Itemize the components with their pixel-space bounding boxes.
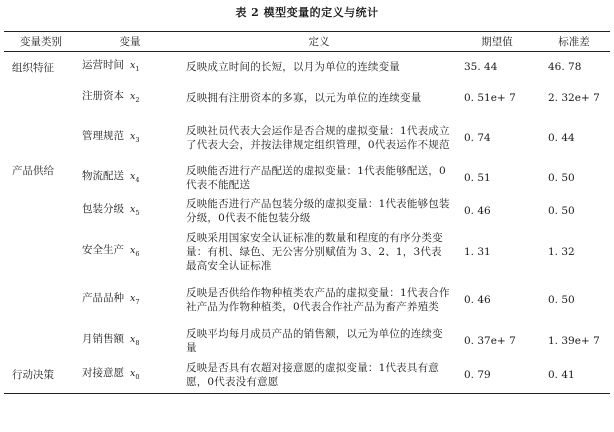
sd-cell: 1. 39e+ 7 xyxy=(548,334,600,347)
table-row xyxy=(4,324,610,358)
sd-cell: 0. 41 xyxy=(538,358,610,394)
sd-cell: 2. 32e+ 7 xyxy=(548,92,600,104)
table-caption: 表 2 模型变量的定义与统计 xyxy=(235,6,379,19)
definition-cell: 反映能否进行产品包装分级的虚拟变量：1代表能够包装分级，0代表不能包装分级 xyxy=(186,198,450,224)
table-row xyxy=(4,115,610,162)
mean-cell: 0. 79 xyxy=(456,358,538,394)
header-row xyxy=(4,32,610,52)
category-cell: 产品供给 xyxy=(12,164,54,177)
category-cell xyxy=(4,82,78,115)
table-row xyxy=(4,358,610,394)
mean-cell: 0. 51e+ 7 xyxy=(464,92,516,104)
variable-cell: 月销售额 $x_8$ xyxy=(82,332,140,347)
table-row xyxy=(4,52,610,82)
variables-table xyxy=(4,31,610,394)
table-row xyxy=(4,228,610,276)
mean-cell: 1. 31 xyxy=(464,245,491,258)
sd-cell: 1. 32 xyxy=(548,245,575,258)
sd-cell: 0. 50 xyxy=(548,293,575,306)
category-cell: 行动决策 xyxy=(4,358,78,394)
mean-cell: 0. 74 xyxy=(464,132,491,144)
definition-cell: 反映拥有注册资本的多寡，以元为单位的连续变量 xyxy=(186,92,422,104)
mean-cell: 0. 46 xyxy=(464,293,491,306)
header-category: 变量类别 xyxy=(4,32,78,52)
definition-cell: 反映是否供给作物种植类农产品的虚拟变量：1代表合作社产品为作物种植类，0代表合作社产品为畜产养殖类 xyxy=(186,286,450,313)
category-cell xyxy=(4,228,78,276)
mean-cell: 0. 46 xyxy=(464,205,491,217)
definition-cell: 反映平均每月成员产品的销售额，以元为单位的连续变量 xyxy=(186,327,443,354)
header-definition: 定义 xyxy=(182,32,456,52)
definition-cell: 反映采用国家安全认证标准的数量和程度的有序分类变量：有机、绿色、无公害分别赋值为 3、2、1，3代表最高安全认证标准 xyxy=(186,231,443,272)
variable-cell: 管理规范 $x_3$ xyxy=(82,130,140,144)
header-mean: 期望值 xyxy=(456,32,538,52)
sd-cell: 0. 44 xyxy=(548,132,575,144)
category-cell xyxy=(4,195,78,228)
variable-cell: 物流配送 $x_4$ xyxy=(82,170,140,184)
category-cell xyxy=(4,324,78,358)
variable-cell: 注册资本 $x_2$ xyxy=(82,90,140,104)
table-row xyxy=(4,195,610,228)
variable-cell: 对接意愿 $x_0$ xyxy=(78,358,182,394)
sd-cell: 46. 78 xyxy=(548,60,582,73)
category-cell xyxy=(4,115,78,162)
category-cell: 组织特征 xyxy=(12,62,54,74)
table-row xyxy=(4,162,610,195)
sd-cell: 0. 50 xyxy=(548,205,575,217)
variable-cell: 安全生产 $x_6$ xyxy=(82,243,140,258)
definition-cell: 反映社员代表大会运作是否合规的虚拟变量：1代表成立了代表大会，并按法律规定组织管理，0代表运作不规范 xyxy=(186,125,450,151)
header-sd: 标准差 xyxy=(538,32,610,52)
definition-cell: 反映成立时间的长短，以月为单位的连续变量 xyxy=(186,60,400,73)
mean-cell: 0. 37e+ 7 xyxy=(464,334,516,347)
table-row xyxy=(4,276,610,324)
variable-cell: 包装分级 $x_5$ xyxy=(82,203,140,217)
definition-cell: 反映能否进行产品配送的虚拟变量：1代表能够配送，0代表不能配送 xyxy=(186,165,446,191)
table-row xyxy=(4,82,610,115)
category-cell xyxy=(4,276,78,324)
variable-cell: 产品品种 $x_7$ xyxy=(82,291,140,306)
sd-cell: 0. 50 xyxy=(548,172,575,184)
variable-cell: 运营时间 $x_1$ xyxy=(82,58,140,73)
definition-cell: 反映是否具有农超对接意愿的虚拟变量：1代表具有意愿，0代表没有意愿 xyxy=(182,358,456,394)
mean-cell: 35. 44 xyxy=(464,60,498,73)
header-variable: 变量 xyxy=(78,32,182,52)
mean-cell: 0. 51 xyxy=(464,172,491,184)
